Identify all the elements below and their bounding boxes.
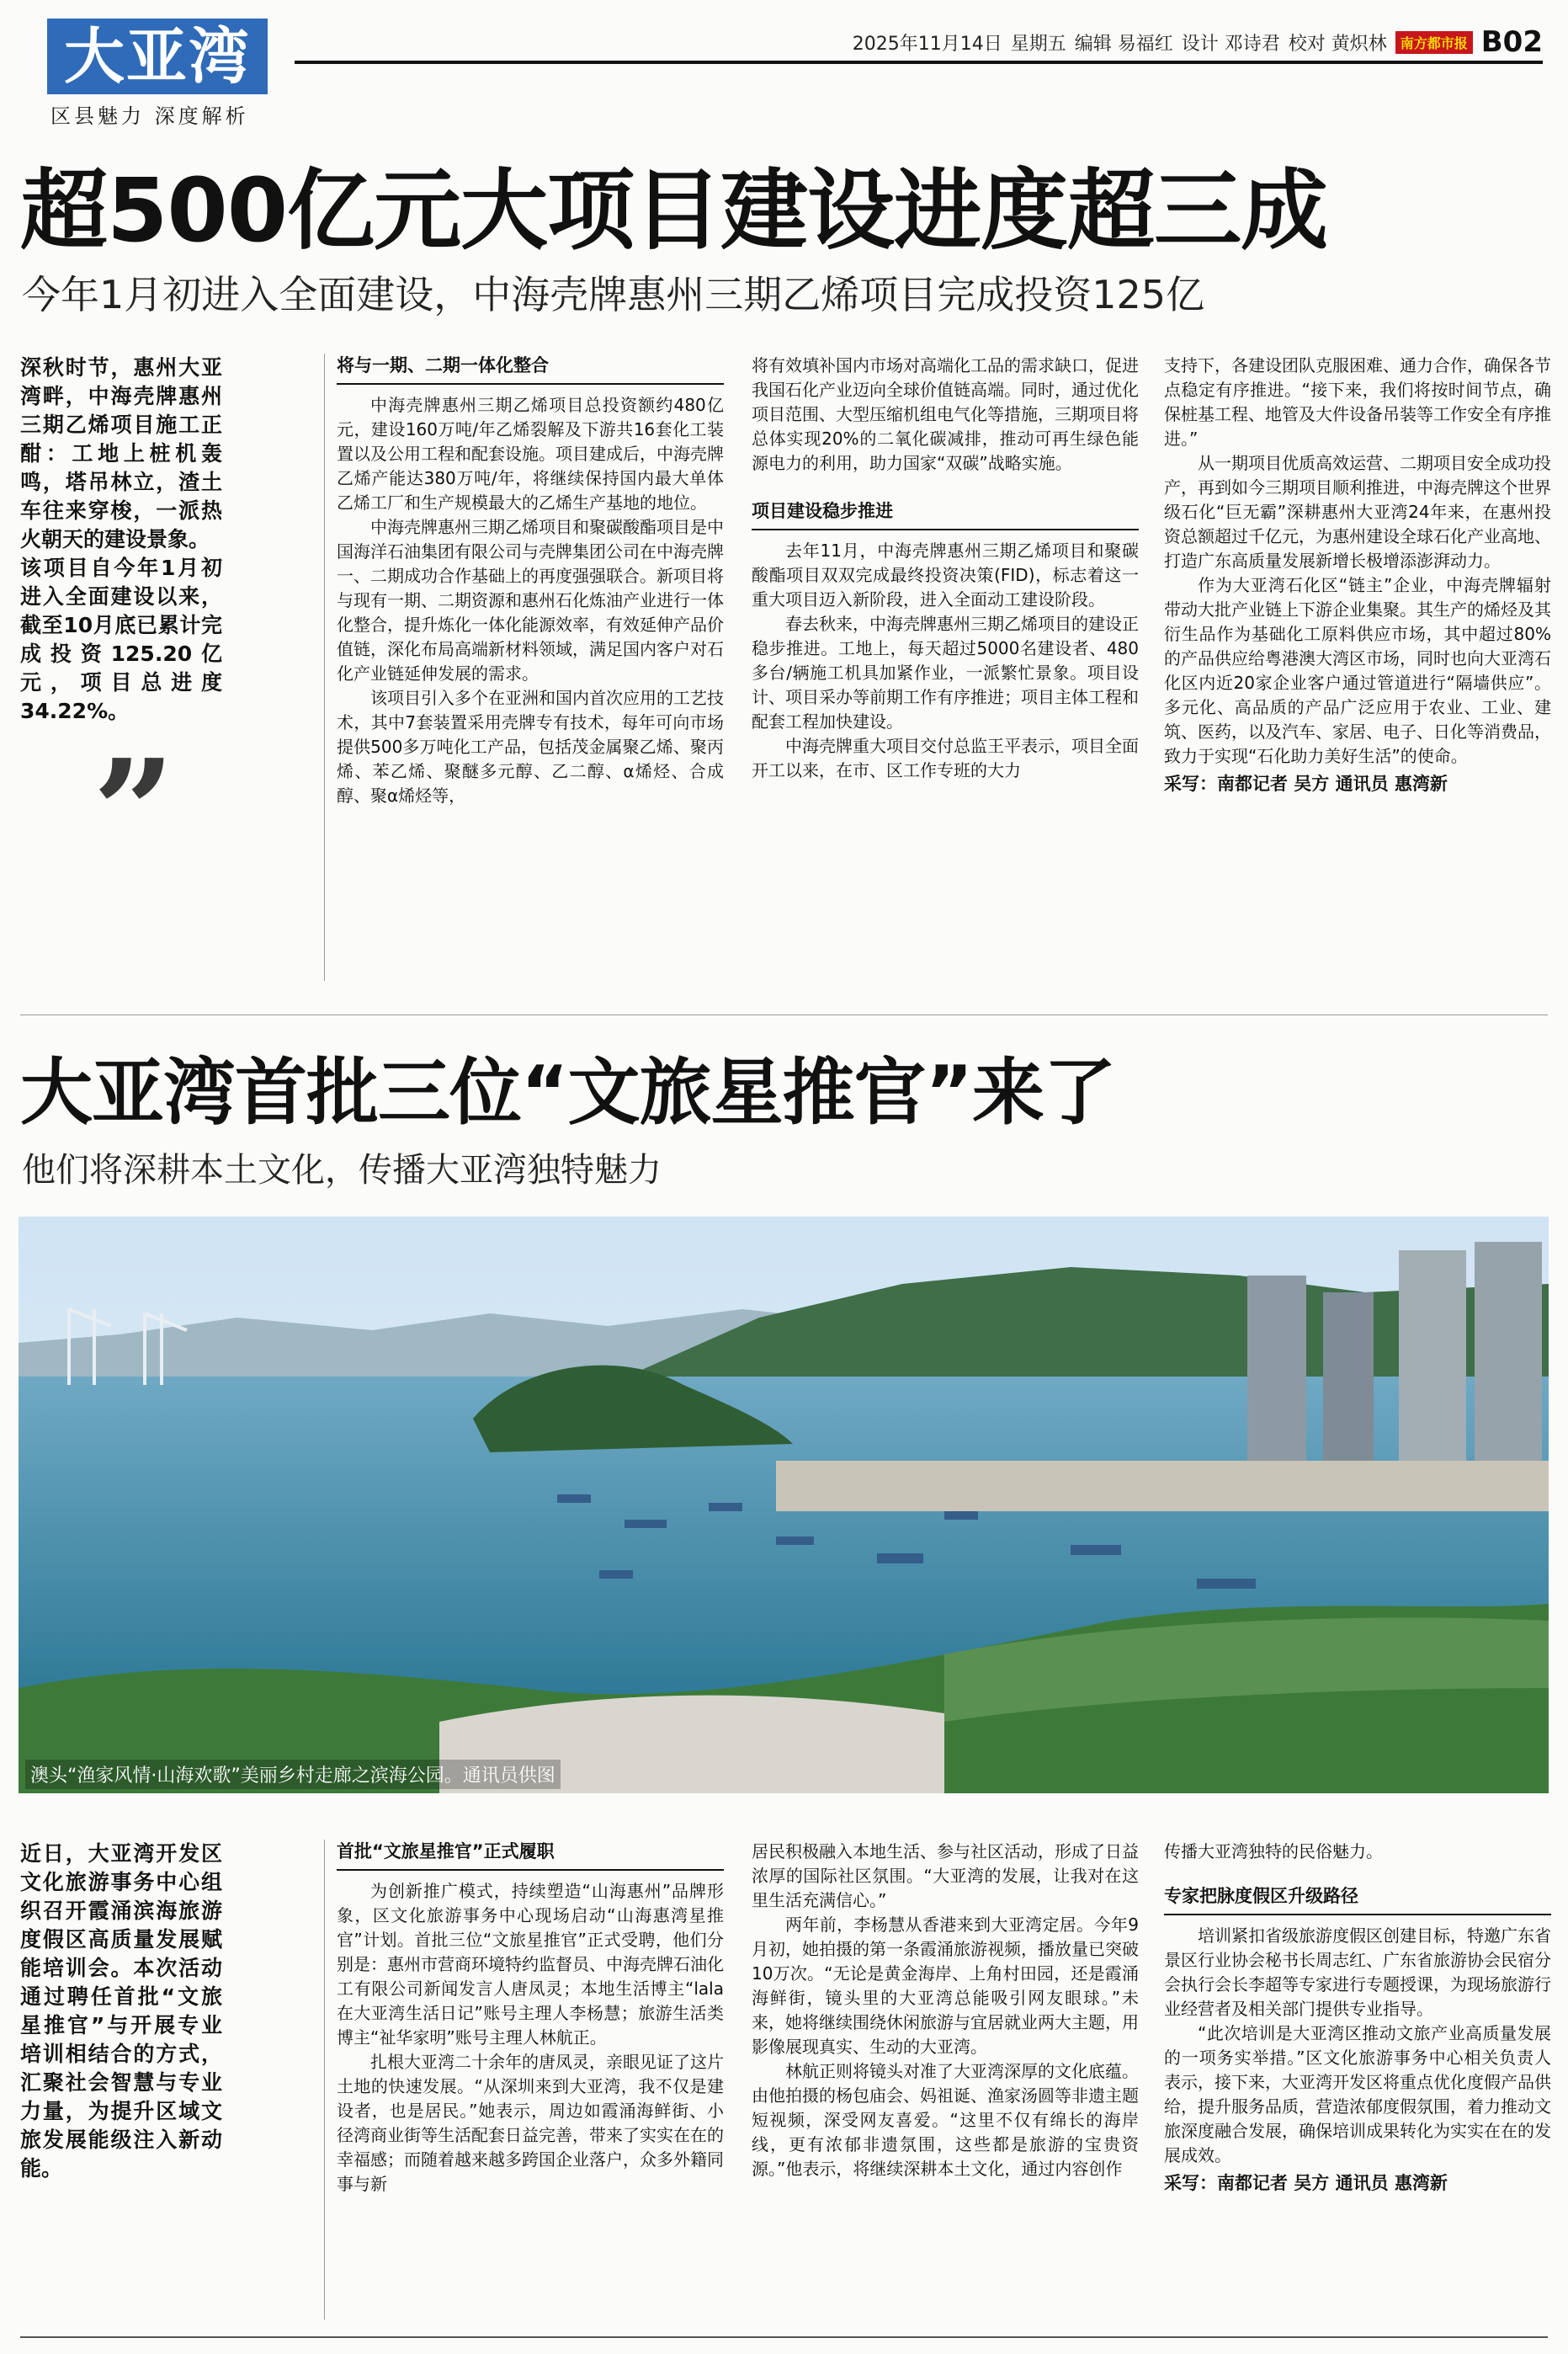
- story2-headline: 大亚湾首批三位“文旅星推官”来了: [20, 1051, 1116, 1135]
- photo-caption: 澳头“渔家风情·山海欢歌”美丽乡村走廊之滨海公园。通讯员供图: [25, 1760, 561, 1789]
- page-bottom-rule: [20, 2336, 1548, 2338]
- section-logo: 大亚湾: [47, 19, 268, 94]
- section-tagline: 区县魅力 深度解析: [50, 104, 249, 128]
- story1-col2-p3: 该项目引入多个在亚洲和国内首次应用的工艺技术，其中7套装置采用壳牌专有技术，每年可向市场提供500多万吨化工产品，包括茂金属聚乙烯、聚丙烯、苯乙烯、聚醚多元醇、乙二醇、α烯烃、合成醇、聚α烯烃等，: [337, 688, 724, 806]
- story1-col4-p2: 作为大亚湾石化区“链主”企业，中海壳牌辐射带动大批产业链上下游企业集聚。其生产的烯烃及其衍生品作为基础化工原料供应市场，其中超过80%的产品供应给粤港澳大湾区市场，同时也向大亚湾石化区内近20家企业客户通过管道进行“隔墙供应”。多元化、高品质的产品广泛应用于农业、工业、建筑、医药，以及汽车、家居、电子、日化等消费品，致力于实现“石化助力美好生活”的使命。: [1164, 575, 1551, 766]
- quote-mark-icon: ”: [93, 728, 175, 897]
- issue-weekday: 星期五: [1010, 33, 1066, 55]
- coastline-photo: [19, 1217, 1549, 1793]
- story1-byline: 采写：南都记者 吴方 通讯员 惠湾新: [1164, 774, 1448, 794]
- story1-headline: 超500亿元大项目建设进度超三成: [20, 159, 1328, 262]
- newspaper-logo: 南方都市报: [1395, 31, 1473, 54]
- story1-col3-p2: 春去秋来，中海壳牌惠州三期乙烯项目的建设正稳步推进。工地上，每天超过5000名建设者、480多台/辆施工机具加紧作业，一派繁忙景象。项目设计、项目采办等前期工作有序推进；项目主体工程和配套工程加快建设。: [752, 614, 1139, 732]
- story1-section2-title: 项目建设稳步推进: [752, 499, 1139, 530]
- story2-col3-p2: 林航正则将镜头对准了大亚湾深厚的文化底蕴。由他拍摄的杨包庙会、妈祖诞、渔家汤圆等非遗主题短视频，深受网友喜爱。“这里不仅有绵长的海岸线，更有浓郁非遗氛围，这些都是旅游的宝贵资源。”他表示，将继续深耕本土文化，通过内容创作: [752, 2061, 1139, 2179]
- story2-col2-p2: 扎根大亚湾二十余年的唐凤灵，亲眼见证了这片土地的快速发展。“从深圳来到大亚湾，我不仅是建设者，也是居民。”她表示，周边如霞涌海鲜街、小径湾商业街等生活配套日益完善，带来了实实在在的幸福感；而随着越来越多跨国企业落户，众多外籍同事与新: [337, 2052, 724, 2194]
- story2-col3-p1: 两年前，李杨慧从香港来到大亚湾定居。今年9月初，她拍摄的第一条霞涌旅游视频，播放量已突破10万次。“无论是黄金海岸、上角村田园，还是霞涌海鲜街，镜头里的大亚湾总能吸引网友眼球。”未来，她将继续围绕休闲旅游与宜居就业两大主题，用影像展现真实、生动的大亚湾。: [752, 1915, 1139, 2057]
- story2-subhead: 他们将深耕本土文化，传播大亚湾独特魅力: [22, 1151, 662, 1190]
- story2-column-3: [752, 1840, 1139, 2181]
- issue-date: 2025年11月14日: [852, 33, 1002, 55]
- story1-col4-top: 支持下，各建设团队克服困难、通力合作，确保各节点稳定有序推进。“接下来，我们将按时间节点，确保桩基工程、地管及大件设备吊装等工作安全有序推进。”: [1164, 355, 1551, 449]
- story2-section1-title: 首批“文旅星推官”正式履职: [337, 1840, 724, 1871]
- story1-lead: [20, 354, 222, 726]
- column-divider-2: [324, 1840, 325, 2319]
- story1-col4-p1: 从一期项目优质高效运营、二期项目安全成功投产，再到如今三期项目顺利推进，中海壳牌这个世界级石化“巨无霸”深耕惠州大亚湾24年来，在惠州投资总额超过千亿元，为惠州建设全球石化产业高地、打造广东高质量发展新增长极增添澎湃动力。: [1164, 453, 1551, 571]
- story1-col3-p1: 去年11月，中海壳牌惠州三期乙烯项目和聚碳酸酯项目双双完成最终投资决策(FID)，标志着这一重大项目迈入新阶段，进入全面动工建设阶段。: [752, 541, 1139, 610]
- story2-column-4: [1164, 1840, 1551, 2196]
- bay-landscape-image: [19, 1217, 1549, 1793]
- story2-byline: 采写：南都记者 吴方 通讯员 惠湾新: [1164, 2173, 1448, 2193]
- story1-lead-p1: 深秋时节，惠州大亚湾畔，中海壳牌惠州三期乙烯项目施工正酣：工地上桩机轰鸣，塔吊林立，渣土车往来穿梭，一派热火朝天的建设景象。: [20, 355, 222, 551]
- column-divider: [324, 354, 325, 981]
- story1-section1-title: 将与一期、二期一体化整合: [337, 354, 724, 385]
- editor-credit: 编辑 易福红: [1074, 33, 1173, 55]
- page-header-info: [853, 25, 1543, 59]
- proofreader-credit: 校对 黄炽林: [1288, 33, 1387, 55]
- story1-col3-p3: 中海壳牌重大项目交付总监王平表示，项目全面开工以来，在市、区工作专班的大力: [752, 736, 1139, 780]
- story1-column-2: [337, 354, 724, 808]
- story2-section2-title: 专家把脉度假区升级路径: [1164, 1884, 1551, 1915]
- story1-lead-p2: 该项目自今年1月初进入全面建设以来，截至10月底已累计完成投资125.20亿元，项目总进度34.22%。: [20, 556, 222, 723]
- story2-col4-p2: “此次培训是大亚湾区推动文旅产业高质量发展的一项务实举措。”区文化旅游事务中心相关负责人表示，接下来，大亚湾开发区将重点优化度假产品供给，提升服务品质，营造浓郁度假氛围，着力推动文旅深度融合发展，确保培训成果转化为实实在在的发展成效。: [1164, 2023, 1551, 2165]
- story2-col4-p1: 培训紧扣省级旅游度假区创建目标，特邀广东省景区行业协会秘书长周志红、广东省旅游协会民宿分会执行会长李超等专家进行专题授课，为现场旅游行业经营者及相关部门提供专业指导。: [1164, 1925, 1551, 2019]
- story2-col2-p1: 为创新推广模式，持续塑造“山海惠州”品牌形象，区文化旅游事务中心现场启动“山海惠湾星推官”计划。首批三位“文旅星推官”正式受聘，他们分别是：惠州市营商环境特约监督员、中海壳牌石油化工有限公司新闻发言人唐凤灵；本地生活博主“lala在大亚湾生活日记”账号主理人李杨慧；旅游生活类博主“祉华家明”账号主理人林航正。: [337, 1881, 724, 2048]
- page-number: B02: [1480, 25, 1543, 59]
- header-rule: [295, 61, 1543, 64]
- designer-credit: 设计 邓诗君: [1181, 33, 1280, 55]
- story1-col2-p1: 中海壳牌惠州三期乙烯项目总投资额约480亿元，建设160万吨/年乙烯裂解及下游共16套化工装置以及公用工程和配套设施。项目建成后，中海壳牌乙烯产能达380万吨/年，将继续保持国内最大单体乙烯工厂和生产规模最大的乙烯生产基地的地位。: [337, 395, 724, 513]
- story1-subhead: 今年1月初进入全面建设，中海壳牌惠州三期乙烯项目完成投资125亿: [22, 272, 1205, 317]
- story1-column-3: [752, 354, 1139, 783]
- story1-column-4: [1164, 354, 1551, 796]
- story1-col2-p2: 中海壳牌惠州三期乙烯项目和聚碳酸酯项目是中国海洋石油集团有限公司与壳牌集团公司在中海壳牌一、二期成功合作基础上的再度强强联合。新项目将与现有一期、二期资源和惠州石化炼油产业进行一体化整合，提升炼化一体化能源效率，有效延伸产品价值链，深化布局高端新材料领域，满足国内客户对石化产业链延伸发展的需求。: [337, 517, 724, 684]
- story2-lead: 近日，大亚湾开发区文化旅游事务中心组织召开霞涌滨海旅游度假区高质量发展赋能培训会。本次活动通过聘任首批“文旅星推官”与开展专业培训相结合的方式，汇聚社会智慧与专业力量，为提升区域文旅发展能级注入新动能。: [20, 1841, 222, 2181]
- story2-col3-top: 居民积极融入本地生活、参与社区活动，形成了日益浓厚的国际社区氛围。“大亚湾的发展，让我对在这里生活充满信心。”: [752, 1841, 1139, 1910]
- story2-column-2: [337, 1840, 724, 2197]
- story2-col4-top: 传播大亚湾独特的民俗魅力。: [1164, 1841, 1383, 1861]
- story1-col3-top: 将有效填补国内市场对高端化工品的需求缺口，促进我国石化产业迈向全球价值链高端。同时，通过优化项目范围、大型压缩机组电气化等措施，三期项目将总体实现20%的二氧化碳减排，推动可再生绿色能源电力的利用，助力国家“双碳”战略实施。: [752, 355, 1139, 473]
